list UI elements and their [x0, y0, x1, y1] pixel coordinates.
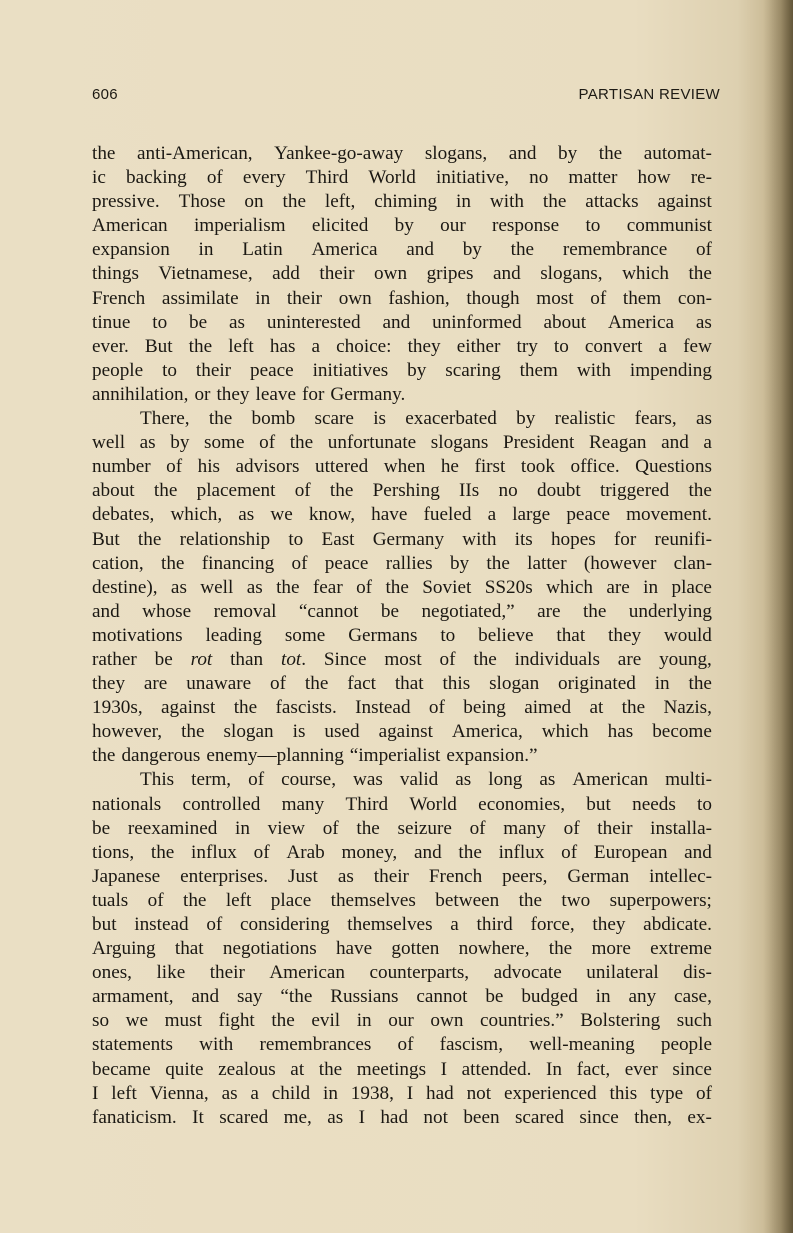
text-line: statements with remembrances of fascism, well-meaning people [92, 1034, 712, 1056]
text-line: the anti-American, Yankee-go-away slogans, and by the automat- [92, 143, 712, 164]
text-line: became quite zealous at the meetings I attended. In fact, ever since [92, 1058, 712, 1080]
text-line: so we must fight the evil in our own countries.” Bolstering such [92, 1010, 712, 1032]
text-line: tions, the influx of Arab money, and the influx of European and [92, 841, 712, 863]
text-line: motivations leading some Germans to believe that they would [92, 624, 712, 646]
text-line: armament, and say “the Russians cannot be budged in any case, [92, 986, 712, 1008]
text-line: destine), as well as the fear of the Soviet SS20s which are in place [92, 576, 712, 598]
text-line: fanaticism. It scared me, as I had not been scared since then, ex- [92, 1106, 712, 1128]
text-line: But the relationship to East Germany with its hopes for reunifi- [92, 528, 712, 550]
text-line: but instead of considering themselves a third force, they abdicate. [92, 914, 712, 935]
text-line: ones, like their American counterparts, advocate unilateral dis- [92, 962, 712, 984]
text-line: number of his advisors uttered when he first took office. Questions [92, 456, 712, 478]
binding-gutter-shadow [763, 0, 793, 1233]
text-line: well as by some of the unfortunate slogans President Reagan and a [92, 432, 712, 454]
text-line: tuals of the left place themselves between the two superpowers; [92, 889, 712, 911]
text-line: be reexamined in view of the seizure of many of their installa- [92, 817, 712, 839]
running-head [92, 86, 720, 108]
text-line: 1930s, against the fascists. Instead of being aimed at the Nazis, [92, 697, 712, 719]
text-line: This term, of course, was valid as long as American multi- [140, 769, 712, 791]
text-line: French assimilate in their own fashion, though most of them con- [92, 287, 712, 309]
text-line: however, the slogan is used against America, which has become [92, 721, 712, 743]
text-line: ever. But the left has a choice: they either try to convert a few [92, 335, 712, 357]
page-number: 606 [92, 86, 118, 103]
text-line: annihilation, or they leave for Germany. [92, 383, 406, 405]
text-line: There, the bomb scare is exacerbated by realistic fears, as [140, 408, 712, 430]
text-line: things Vietnamese, add their own gripes and slogans, which the [92, 263, 712, 285]
text-line: rather be rot than tot. Since most of the individuals are young, [92, 648, 712, 670]
text-line: Arguing that negotiations have gotten nowhere, the more extreme [92, 938, 712, 960]
text-line: and whose removal “cannot be negotiated,” are the underlying [92, 600, 712, 622]
journal-title: PARTISAN REVIEW [578, 86, 720, 103]
text-line: expansion in Latin America and by the remembrance of [92, 239, 712, 261]
text-line: the dangerous enemy—planning “imperialist expansion.” [92, 745, 538, 767]
text-line: debates, which, as we know, have fueled a large peace movement. [92, 504, 712, 526]
text-line: pressive. Those on the left, chiming in with the attacks against [92, 191, 712, 213]
text-line: about the placement of the Pershing IIs no doubt triggered the [92, 480, 712, 502]
text-line: ic backing of every Third World initiative, no matter how re- [92, 167, 712, 189]
text-line: nationals controlled many Third World economies, but needs to [92, 793, 712, 815]
text-line: tinue to be as uninterested and uninformed about America as [92, 311, 712, 333]
text-line: I left Vienna, as a child in 1938, I had not experienced this type of [92, 1082, 712, 1104]
text-line: people to their peace initiatives by scaring them with impending [92, 359, 712, 381]
text-line: American imperialism elicited by our response to communist [92, 215, 712, 237]
text-line: cation, the financing of peace rallies by the latter (however clan- [92, 552, 712, 574]
text-line: they are unaware of the fact that this slogan originated in the [92, 673, 712, 695]
text-line: Japanese enterprises. Just as their French peers, German intellec- [92, 865, 712, 887]
body-text [92, 142, 712, 1130]
